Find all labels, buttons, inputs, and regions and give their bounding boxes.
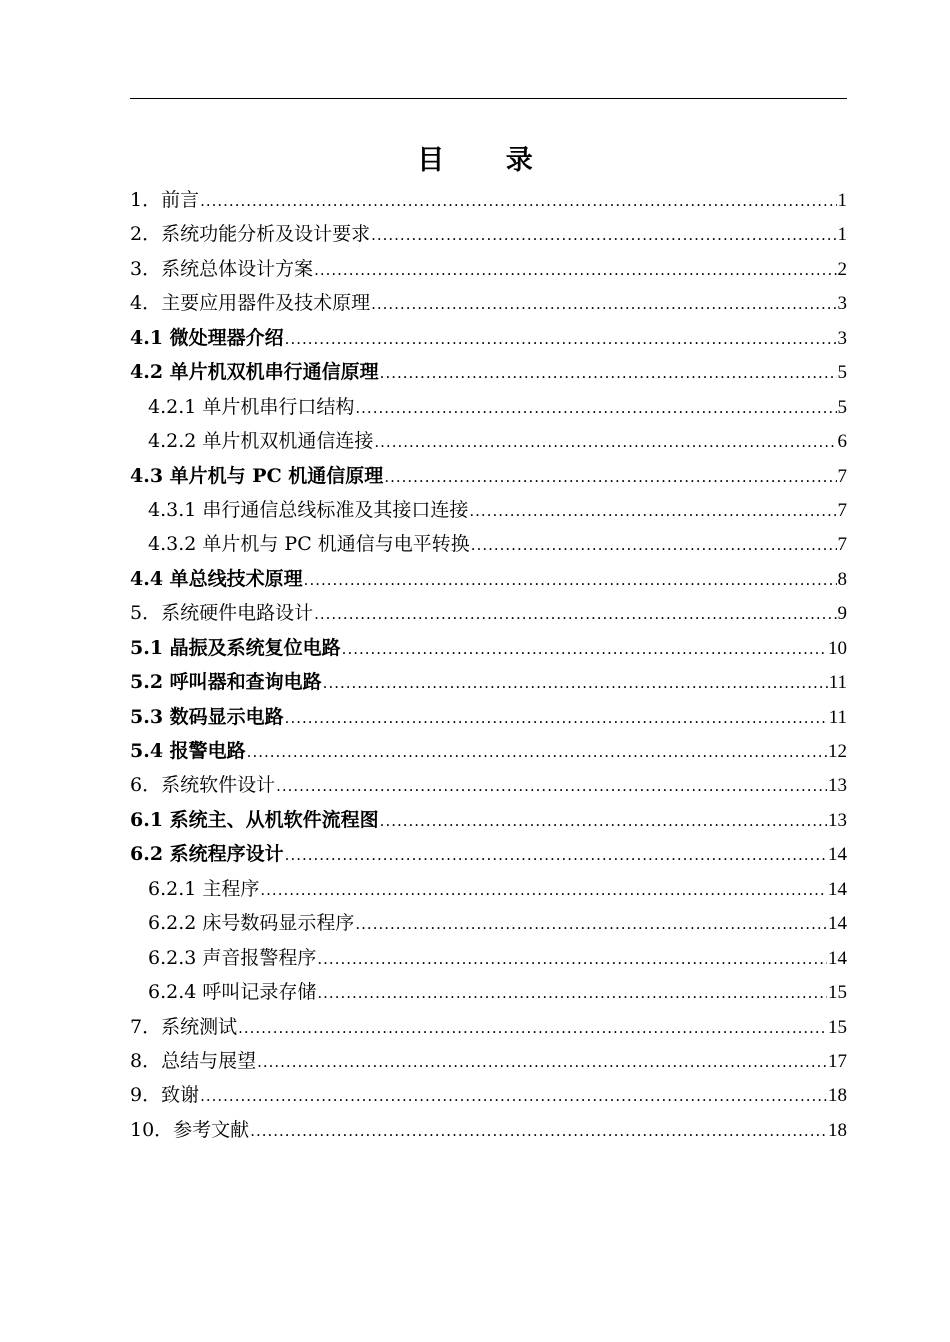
toc-entry[interactable] [130, 803, 847, 837]
toc-entry-page: 13 [828, 775, 847, 797]
toc-entry-page: 7 [837, 534, 847, 556]
toc-dot-leader [257, 1045, 827, 1078]
toc-entry-page: 11 [828, 672, 847, 694]
toc-entry[interactable] [130, 906, 847, 940]
toc-entry[interactable] [130, 975, 847, 1009]
toc-entry-page: 3 [837, 327, 847, 349]
toc-dot-leader [317, 942, 827, 975]
toc-entry-title: 6.2.3 声音报警程序 [148, 946, 317, 969]
toc-dot-leader [247, 735, 827, 768]
toc-entry-page: 2 [837, 258, 847, 280]
toc-entry-title: 6.2.4 呼叫记录存储 [148, 981, 317, 1004]
toc-entry-page: 8 [837, 568, 847, 590]
toc-dot-leader [355, 907, 827, 940]
toc-entry-title: 9．致谢 [130, 1084, 200, 1107]
toc-entry-title: 5.4 报警电路 [130, 740, 246, 762]
toc-entry-page: 11 [828, 706, 847, 728]
toc-dot-leader [469, 494, 836, 527]
toc-entry-page: 7 [837, 499, 847, 521]
toc-entry[interactable] [130, 217, 847, 251]
toc-entry-title: 1．前言 [130, 189, 200, 211]
toc-title: 目 录 [417, 145, 559, 176]
toc-entry-page: 5 [837, 396, 847, 418]
toc-entry-page: 10 [828, 637, 847, 659]
toc-entry[interactable] [130, 665, 847, 699]
toc-entry-page: 15 [828, 1016, 847, 1038]
toc-entry[interactable] [130, 1010, 847, 1044]
toc-dot-leader [323, 666, 828, 699]
toc-entry[interactable] [130, 493, 847, 527]
toc-entry-page: 14 [828, 878, 847, 900]
toc-entry-title: 6.1 系统主、从机软件流程图 [130, 808, 379, 831]
toc-entry-page: 12 [828, 741, 847, 762]
toc-dot-leader [200, 1079, 827, 1112]
toc-entry-page: 14 [828, 913, 847, 935]
toc-entry-title: 5.1 晶振及系统复位电路 [130, 636, 341, 659]
toc-entry[interactable] [130, 872, 847, 906]
toc-entry-page: 1 [837, 224, 847, 246]
toc-entry-title: 2．系统功能分析及设计要求 [130, 223, 371, 246]
toc-entry[interactable] [130, 631, 847, 665]
toc-entry[interactable] [130, 355, 847, 389]
toc-entry-page: 18 [828, 1085, 847, 1107]
toc-entry-title: 4．主要应用器件及技术原理 [130, 292, 371, 315]
toc-entry[interactable] [130, 527, 847, 561]
toc-dot-leader [317, 976, 827, 1009]
toc-entry[interactable] [130, 837, 847, 871]
toc-entry-title: 4.3 单片机与 PC 机通信原理 [130, 464, 384, 487]
toc-entry-page: 14 [828, 947, 847, 969]
toc-entry-title: 7．系统测试 [130, 1015, 238, 1038]
toc-dot-leader [276, 769, 827, 802]
toc-entry-page: 6 [837, 431, 847, 453]
toc-entry[interactable] [130, 734, 847, 768]
toc-entry[interactable] [130, 596, 847, 630]
toc-entry-title: 4.2.2 单片机双机通信连接 [148, 430, 374, 453]
toc-entry-title: 6．系统软件设计 [130, 774, 276, 797]
toc-entry-title: 5.3 数码显示电路 [130, 705, 284, 728]
toc-dot-leader [250, 1114, 827, 1147]
toc-entry[interactable] [130, 1044, 847, 1078]
toc-entry[interactable] [130, 941, 847, 975]
toc-entry-page: 17 [828, 1050, 847, 1072]
toc-entry[interactable] [130, 768, 847, 802]
toc-entry[interactable] [130, 1113, 847, 1147]
toc-dot-leader [285, 322, 837, 355]
toc-entry[interactable] [130, 1078, 847, 1112]
toc-entry-title: 4.2 单片机双机串行通信原理 [130, 361, 379, 384]
toc-entry-title: 4.3.2 单片机与 PC 机通信与电平转换 [148, 533, 470, 556]
toc-entry[interactable] [130, 424, 847, 458]
toc-entry[interactable] [130, 286, 847, 320]
toc-entry-page: 7 [837, 465, 847, 487]
toc-dot-leader [238, 1011, 827, 1044]
toc-entry-title: 6.2 系统程序设计 [130, 843, 284, 866]
toc-dot-leader [380, 356, 837, 389]
toc-entry[interactable] [130, 459, 847, 493]
toc-entry-page: 3 [837, 293, 847, 315]
toc-entry-title: 4.1 微处理器介绍 [130, 326, 284, 349]
toc-entry-title: 8．总结与展望 [130, 1049, 257, 1072]
toc-list [130, 183, 847, 1147]
toc-entry-page: 5 [837, 362, 847, 384]
toc-entry-page: 1 [837, 190, 847, 211]
toc-entry[interactable] [130, 252, 847, 286]
toc-entry-page: 18 [828, 1119, 847, 1141]
toc-entry-title: 3．系统总体设计方案 [130, 257, 314, 280]
toc-dot-leader [384, 460, 836, 493]
toc-dot-leader [314, 253, 836, 286]
toc-entry-title: 6.2.2 床号数码显示程序 [148, 912, 355, 935]
toc-dot-leader [471, 528, 837, 561]
toc-entry-page: 9 [837, 603, 847, 625]
toc-entry[interactable] [130, 700, 847, 734]
toc-dot-leader [371, 218, 836, 251]
toc-entry-title: 10．参考文献 [130, 1118, 250, 1141]
toc-entry-title: 5.2 呼叫器和查询电路 [130, 671, 322, 694]
toc-dot-leader [314, 597, 836, 630]
toc-dot-leader [304, 563, 837, 596]
toc-entry-title: 4.3.1 串行通信总线标准及其接口连接 [148, 498, 469, 521]
toc-dot-leader [355, 391, 836, 424]
toc-entry-page: 13 [828, 809, 847, 831]
toc-dot-leader [374, 425, 836, 458]
toc-entry[interactable] [130, 183, 847, 217]
toc-dot-leader [260, 873, 827, 906]
toc-entry-title: 5．系统硬件电路设计 [130, 602, 314, 625]
toc-entry[interactable] [130, 390, 847, 424]
toc-entry-page: 15 [828, 982, 847, 1004]
toc-dot-leader [285, 701, 828, 734]
toc-dot-leader [200, 184, 836, 217]
toc-entry[interactable] [130, 321, 847, 355]
toc-entry[interactable] [130, 562, 847, 596]
toc-entry-title: 4.2.1 单片机串行口结构 [148, 395, 355, 418]
toc-entry-title: 6.2.1 主程序 [148, 877, 260, 900]
toc-entry-page: 14 [828, 844, 847, 866]
toc-entry-title: 4.4 单总线技术原理 [130, 567, 303, 590]
header-rule [130, 98, 847, 99]
toc-dot-leader [342, 632, 827, 665]
toc-dot-leader [380, 804, 827, 837]
toc-dot-leader [285, 838, 827, 871]
toc-dot-leader [371, 287, 836, 320]
